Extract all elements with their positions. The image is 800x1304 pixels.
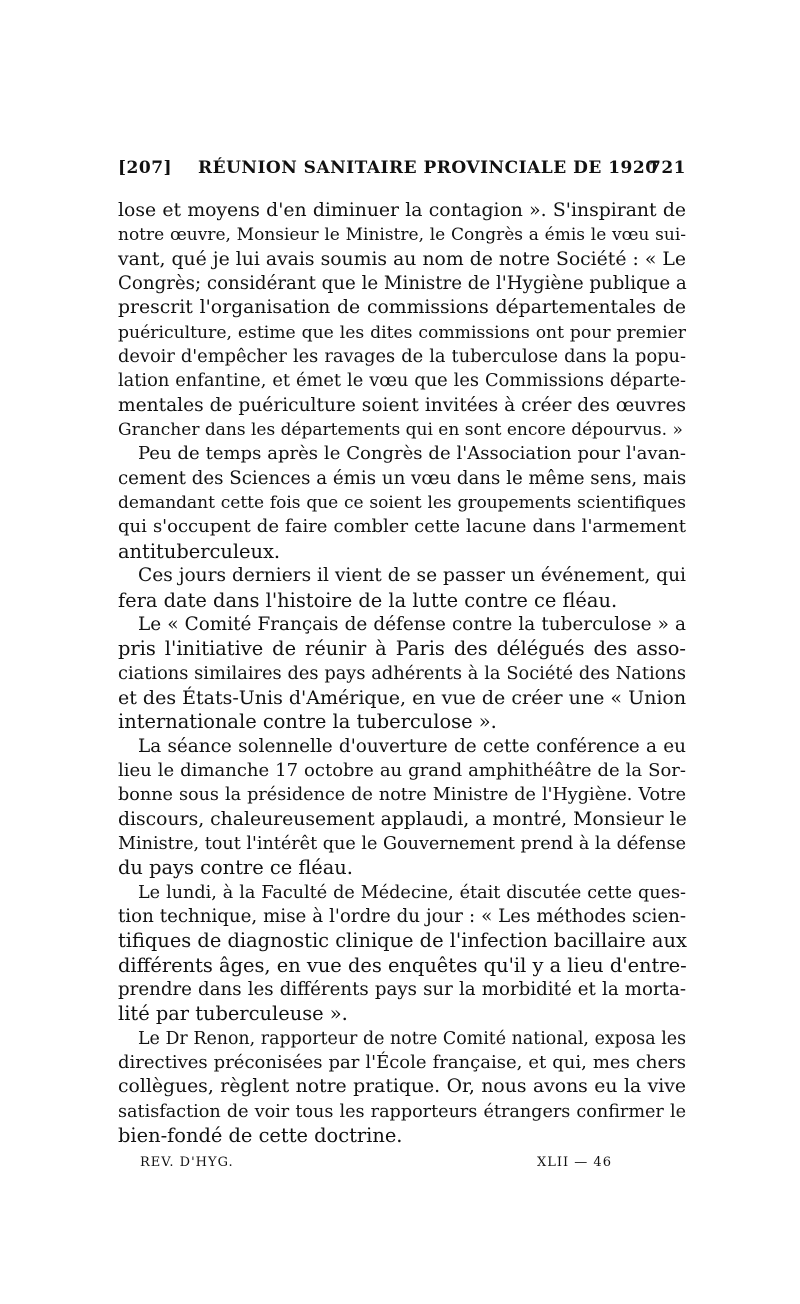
text-line: du pays contre ce fléau.	[118, 856, 353, 880]
text-line: Le Dr Renon, rapporteur de notre Comité national, exposa les	[138, 1028, 686, 1049]
text-line: satisfaction de voir tous les rapporteurs étrangers confirmer le	[118, 1101, 686, 1122]
text-line: La séance solennelle d'ouverture de cette conférence a eu	[138, 735, 686, 757]
page-reference: [207]	[118, 158, 173, 178]
page-footer	[0, 1155, 800, 1179]
text-line: ciations similaires des pays adhérents à la Société des Nations	[118, 662, 686, 684]
text-line: tion technique, mise à l'ordre du jour : « Les méthodes scien-	[118, 905, 686, 927]
text-line: qui s'occupent de faire combler cette lacune dans l'armement	[118, 516, 686, 538]
text-line: prendre dans les différents pays sur la morbidité et la morta-	[118, 979, 686, 1000]
running-title: RÉUNION SANITAIRE PROVINCIALE DE 1920	[198, 158, 658, 178]
text-line: fera date dans l'histoire de la lutte contre ce fléau.	[118, 588, 618, 612]
text-line: Peu de temps après le Congrès de l'Association pour l'avan-	[138, 443, 686, 465]
text-line: lieu le dimanche 17 octobre au grand amphithéâtre de la Sor-	[118, 759, 686, 781]
text-line: tifiques de diagnostic clinique de l'infection bacillaire aux	[118, 929, 687, 953]
text-line: bien-fondé de cette doctrine.	[118, 1124, 403, 1148]
text-line: lité par tuberculeuse ».	[118, 1002, 348, 1026]
text-line: Congrès; considérant que le Ministre de l'Hygiène publique a	[118, 273, 687, 295]
text-line: demandant cette fois que ce soient les groupements scientifiques	[118, 493, 686, 514]
text-line: et des États-Unis d'Amérique, en vue de créer une « Union	[118, 686, 687, 709]
text-line: lation enfantine, et émet le vœu que les Commissions départe-	[118, 370, 686, 392]
text-line: Le « Comité Français de défense contre la tuberculose » a	[138, 613, 686, 635]
journal-abbreviation: REV. D'HYG.	[140, 1155, 234, 1170]
text-line: prescrit l'organisation de commissions départementales de	[118, 297, 686, 319]
text-line: lose et moyens d'en diminuer la contagion ». S'inspirant de	[118, 200, 686, 221]
text-line: vant, qué je lui avais soumis au nom de notre Société : « Le	[118, 248, 686, 270]
text-line: bonne sous la présidence de notre Ministre de l'Hygiène. Votre	[118, 785, 686, 806]
body-text	[118, 199, 686, 1148]
text-line: antituberculeux.	[118, 539, 281, 563]
text-line: Grancher dans les départements qui en sont encore dépourvus. »	[118, 420, 683, 441]
text-line: cement des Sciences a émis un vœu dans le même sens, mais	[118, 467, 687, 489]
text-line: pris l'initiative de réunir à Paris des délégués des asso-	[118, 637, 686, 661]
text-line: Ministre, tout l'intérêt que le Gouvernement prend à la défense	[118, 833, 686, 854]
text-line: internationale contre la tuberculose ».	[118, 710, 497, 734]
text-line: notre œuvre, Monsieur le Ministre, le Congrès a émis le vœu sui-	[118, 225, 686, 246]
text-line: Ces jours derniers il vient de se passer un événement, qui	[138, 565, 686, 587]
signature-mark: XLII — 46	[537, 1155, 612, 1170]
text-line: devoir d'empêcher les ravages de la tuberculose dans la popu-	[118, 346, 686, 368]
text-line: collègues, règlent notre pratique. Or, nous avons eu la vive	[118, 1076, 686, 1098]
text-line: discours, chaleureusement applaudi, a montré, Monsieur le	[118, 808, 687, 830]
text-line: puériculture, estime que les dites commissions ont pour premier	[118, 322, 686, 343]
text-line: directives préconisées par l'École française, et qui, mes chers	[118, 1052, 686, 1074]
running-head	[118, 158, 686, 186]
text-line: différents âges, en vue des enquêtes qu'il y a lieu d'entre-	[118, 953, 687, 977]
text-line: mentales de puériculture soient invitées à créer des œuvres	[118, 394, 686, 416]
text-line: Le lundi, à la Faculté de Médecine, était discutée cette ques-	[138, 882, 686, 903]
page-number: 721	[649, 158, 686, 178]
